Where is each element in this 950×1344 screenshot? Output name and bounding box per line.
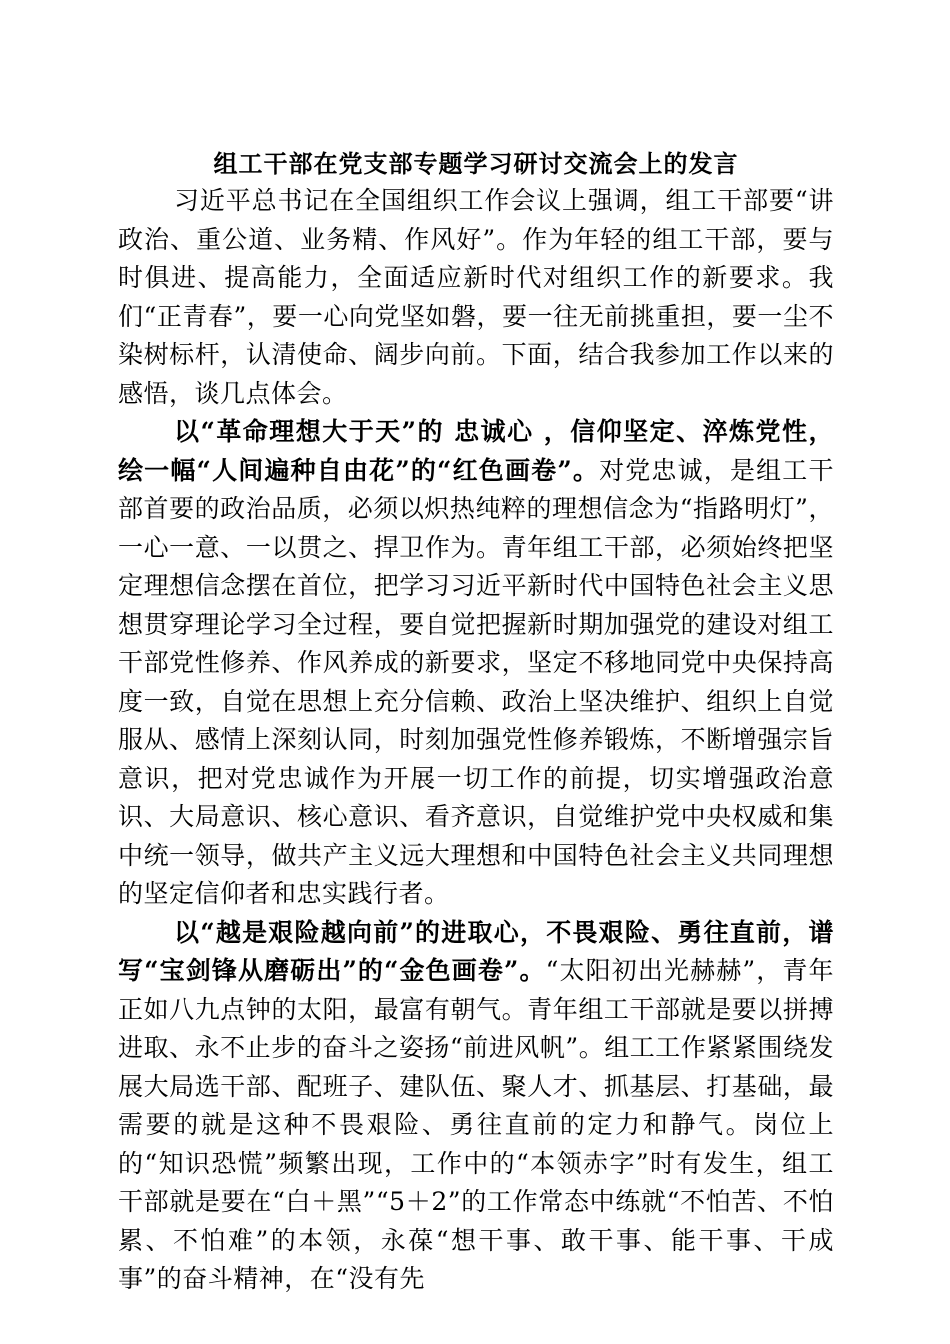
paragraph-intro [118,182,834,413]
paragraph-heading: 以“越是艰险越向前”的进取心，不畏艰险、勇往直前，谱写“宝剑锋从磨砺出”的“金色画卷”。 [118,917,834,985]
paragraph-body: 对党忠诚，是组工干部首要的政治品质，必须以炽热纯粹的理想信念为“指路明灯”，一心一意、一以贯之、捍卫作为。青年组工干部，必须始终把坚定理想信念摆在首位，把学习习近平新时代中国特色社会主义思想贯穿理论学习全过程，要自觉把握新时期加强党的建设对组工干部党性修养、作风养成的新要求，坚定不移地同党中央保持高度一致，自觉在思想上充分信赖、政治上坚决维护、组织上自觉服从、感情上深刻认同，时刻加强党性修养锻炼，不断增强宗旨意识，把对党忠诚作为开展一切工作的前提，切实增强政治意识、大局意识、核心意识、看齐意识，自觉维护党中央权威和集中统一领导，做共产主义远大理想和中国特色社会主义共同理想的坚定信仰者和忠实践行者。 [118,455,834,908]
paragraph-enterprise [118,914,834,1299]
document-title: 组工干部在党支部专题学习研讨交流会上的发言 [213,149,739,178]
paragraph-body: 习近平总书记在全国组织工作会议上强调，组工干部要“讲政治、重公道、业务精、作风好”。作为年轻的组工干部，要与时俱进、提高能力，全面适应新时代对组织工作的新要求。我们“正青春”，要一心向党坚如磐，要一往无前挑重担，要一尘不染树标杆，认清使命、阔步向前。下面，结合我参加工作以来的感悟，谈几点体会。 [118,186,834,408]
paragraph-heading: 以“革命理想大于天”的 忠诚心 ，信仰坚定、淬炼党性，绘一幅“人间遍种自由花”的“红色画卷”。 [118,417,834,485]
paragraph-loyalty [118,413,834,914]
document-body [118,146,834,1299]
paragraph-body: “太阳初出光赫赫”，青年正如八九点钟的太阳，最富有朝气。青年组工干部就是要以拼搏进取、永不止步的奋斗之姿扬“前进风帆”。组工工作紧紧围绕发展大局选干部、配班子、建队伍、聚人才、抓基层、打基础，最需要的就是这种不畏艰险、勇往直前的定力和静气。岗位上的“知识恐慌”频繁出现，工作中的“本领赤字”时有发生，组工干部就是要在“白＋黑”“5＋2”的工作常态中练就“不怕苦、不怕累、不怕难”的本领，永葆“想干事、敢干事、能干事、干成事”的奋斗精神，在“没有先 [118,956,834,1293]
